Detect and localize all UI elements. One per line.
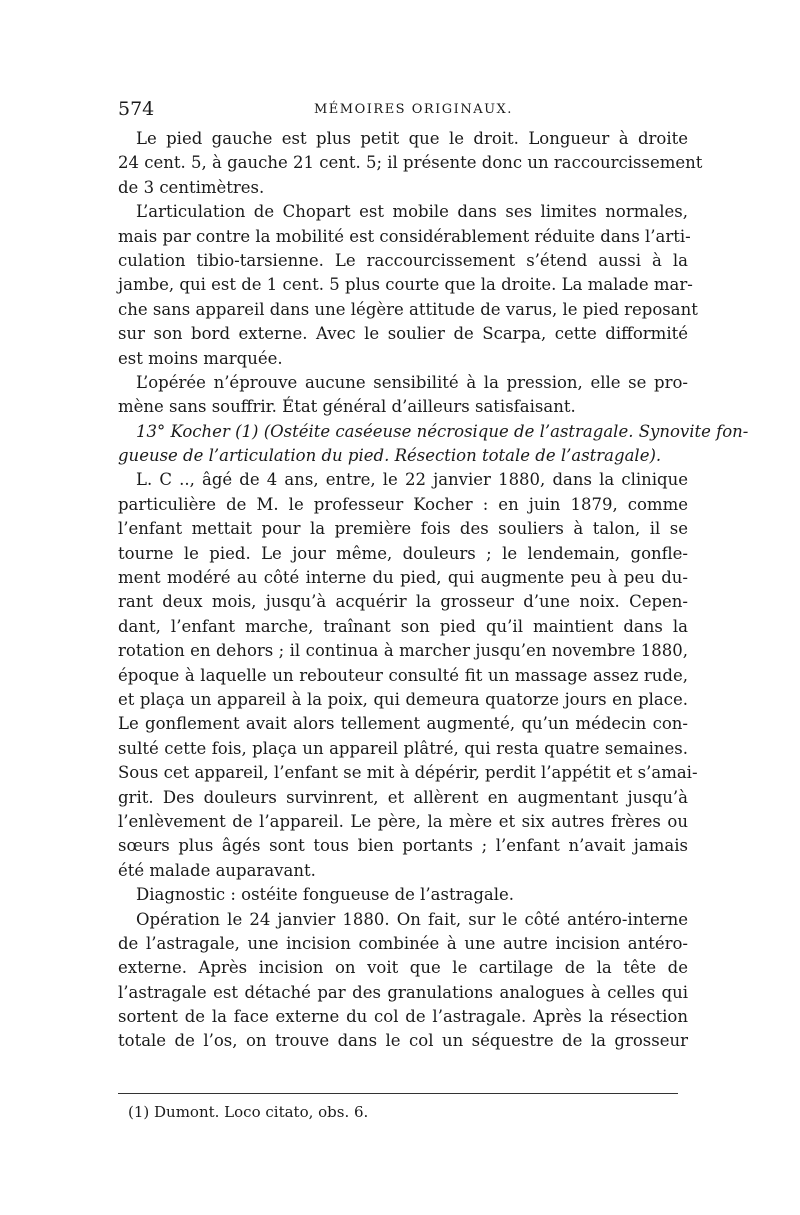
text-line: externe. Après incision on voit que le cartilage de la tête de <box>118 958 688 978</box>
text-line: L’articulation de Chopart est mobile dans ses limites normales, <box>136 202 688 222</box>
text-line: rant deux mois, jusqu’à acquérir la grosseur d’une noix. Cepen- <box>118 592 688 612</box>
text-line: mais par contre la mobilité est considérablement réduite dans l’arti- <box>118 226 691 246</box>
text-line: été malade auparavant. <box>118 860 316 880</box>
text-line: sur son bord externe. Avec le soulier de Scarpa, cette difformité <box>118 324 688 344</box>
text-line: de l’astragale, une incision combinée à une autre incision antéro- <box>118 933 688 953</box>
footnote-rule <box>118 1093 678 1094</box>
text-line: Diagnostic : ostéite fongueuse de l’astragale. <box>136 885 515 905</box>
text-line: époque à laquelle un rebouteur consulté fit un massage assez rude, <box>118 665 688 685</box>
page-number: 574 <box>118 98 155 120</box>
page-header <box>118 98 688 124</box>
text-line: Le pied gauche est plus petit que le droit. Longueur à droite <box>136 129 688 148</box>
text-line: l’enlèvement de l’appareil. Le père, la mère et six autres frères ou <box>118 811 688 831</box>
text-line: totale de l’os, on trouve dans le col un séquestre de la grosseur <box>118 1031 688 1051</box>
text-line: jambe, qui est de 1 cent. 5 plus courte que la droite. La malade mar- <box>118 275 693 295</box>
section-heading-line: gueuse de l’articulation du pied. Résection totale de l’astragale). <box>118 446 662 466</box>
text-line: particulière de M. le professeur Kocher : en juin 1879, comme <box>118 494 688 514</box>
text-line: mène sans souffrir. État général d’ailleurs satisfaisant. <box>118 397 576 417</box>
text-line: Sous cet appareil, l’enfant se mit à dépérir, perdit l’appétit et s’amai- <box>118 763 698 783</box>
text-line: 24 cent. 5, à gauche 21 cent. 5; il présente donc un raccourcissement <box>118 153 703 173</box>
text-line: Opération le 24 janvier 1880. On fait, sur le côté antéro-interne <box>136 909 688 929</box>
text-line: sulté cette fois, plaça un appareil plâtré, qui resta quatre semaines. <box>118 738 688 758</box>
text-line: ment modéré au côté interne du pied, qui augmente peu à peu du- <box>118 568 688 588</box>
text-line: sœurs plus âgés sont tous bien portants ; l’enfant n’avait jamais <box>118 836 688 856</box>
text-line: sortent de la face externe du col de l’astragale. Après la résection <box>118 1007 688 1027</box>
text-line: che sans appareil dans une légère attitude de varus, le pied reposant <box>118 299 698 319</box>
text-line: de 3 centimètres. <box>118 177 265 197</box>
text-line: grit. Des douleurs survinrent, et allèrent en augmentant jusqu’à <box>118 787 688 807</box>
footnote: (1) Dumont. Loco citato, obs. 6. <box>128 1103 369 1121</box>
text-line: culation tibio-tarsienne. Le raccourcissement s’étend aussi à la <box>118 250 688 270</box>
text-line: L’opérée n’éprouve aucune sensibilité à la pression, elle se pro- <box>136 372 688 392</box>
text-line: L. C .., âgé de 4 ans, entre, le 22 janvier 1880, dans la clinique <box>136 470 688 490</box>
text-line: rotation en dehors ; il continua à marcher jusqu’en novembre 1880, <box>118 641 688 661</box>
text-line: et plaça un appareil à la poix, qui demeura quatorze jours en place. <box>118 689 688 709</box>
body-text <box>118 127 749 1054</box>
text-line: tourne le pied. Le jour même, douleurs ; le lendemain, gonfle- <box>118 543 688 563</box>
section-heading-line: 13° Kocher (1) (Ostéite caséeuse nécrosique de l’astragale. Synovite fon- <box>136 421 749 441</box>
text-line: dant, l’enfant marche, traînant son pied qu’il maintient dans la <box>118 616 688 636</box>
running-head: MÉMOIRES ORIGINAUX. <box>314 102 513 117</box>
text-line: Le gonflement avait alors tellement augmenté, qu’un médecin con- <box>118 714 688 734</box>
text-line: l’enfant mettait pour la première fois des souliers à talon, il se <box>118 519 688 539</box>
text-line: l’astragale est détaché par des granulations analogues à celles qui <box>118 982 688 1002</box>
text-line: est moins marquée. <box>118 348 283 368</box>
